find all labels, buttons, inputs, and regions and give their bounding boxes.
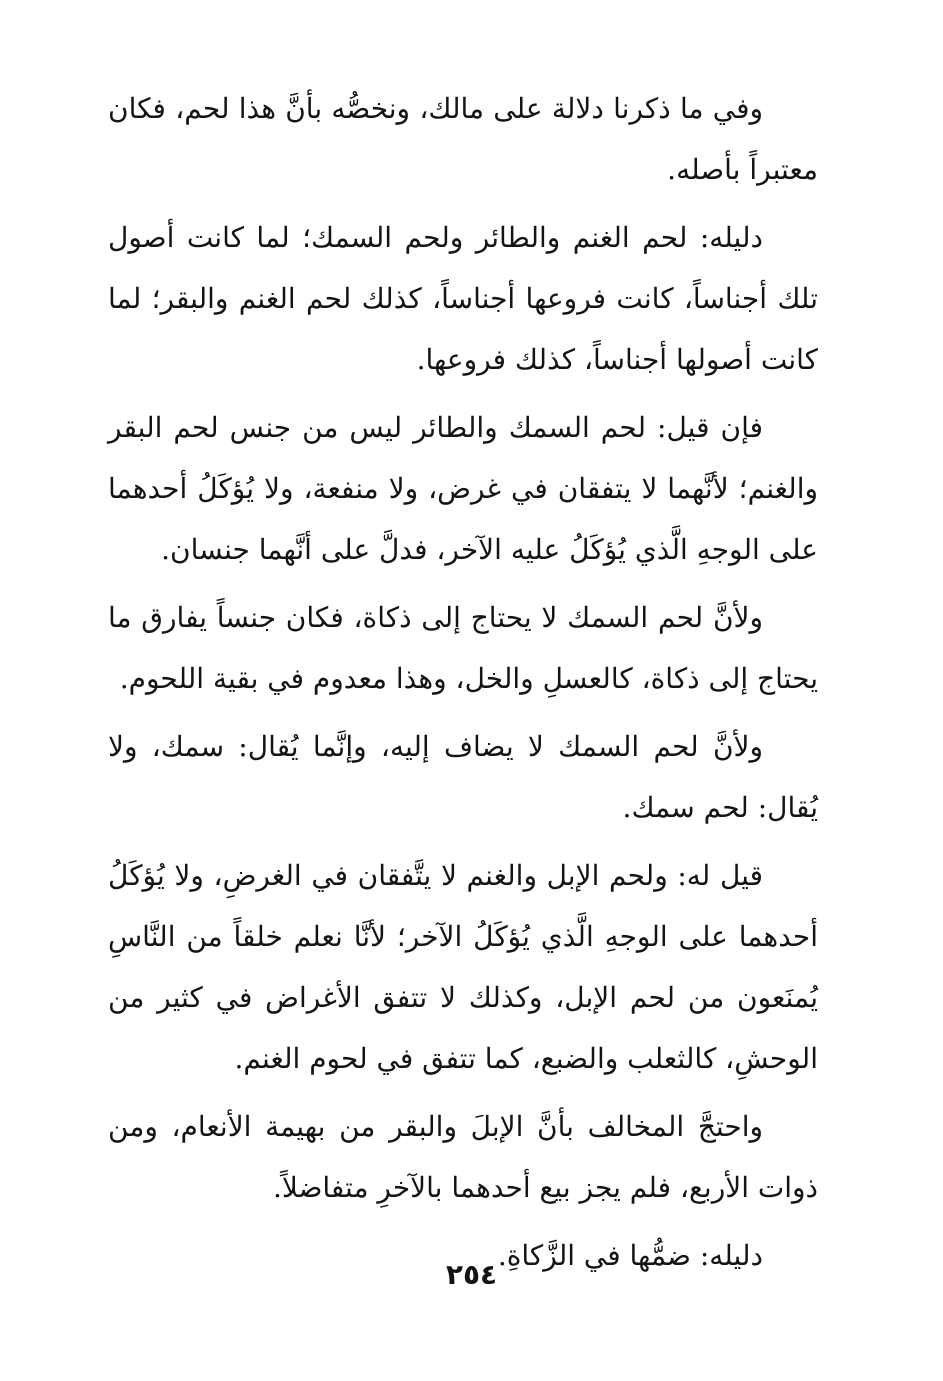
paragraph-2: دليله: لحم الغنم والطائر ولحم السمك؛ لما كانت أصول تلك أجناساً، كانت فروعها أجناساً، كذلك لحم الغنم والبقر؛ لما كانت أصولها أجناساً، كذلك فروعها. xyxy=(108,221,818,376)
paragraph-1: وفي ما ذكرنا دلالة على مالك، ونخصُّه بأنَّ هذا لحم، فكان معتبراً بأصله. xyxy=(108,92,818,186)
paragraph-3: فإن قيل: لحم السمك والطائر ليس من جنس لحم البقر والغنم؛ لأنَّهما لا يتفقان في غرض، ولا منفعة، ولا يُؤكَلُ أحدهما على الوجهِ الَّذي يُؤكَلُ عليه الآخر، فدلَّ على أنَّهما جنسان. xyxy=(108,411,818,566)
body-text xyxy=(108,78,818,1293)
paragraph-6: قيل له: ولحم الإبل والغنم لا يتَّفقان في الغرضِ، ولا يُؤكَلُ أحدهما على الوجهِ الَّذي يُؤكَلُ الآخر؛ لأنَّا نعلم خلقاً من النَّاسِ يُمنَعون من لحم الإبل، وكذلك لا تتفق الأغراض في كثير من الوحشِ، كالثعلب والضبع، كما تتفق في لحوم الغنم. xyxy=(108,859,818,1075)
paragraph-8: دليله: ضمُّها في الزَّكاةِ. xyxy=(497,1239,763,1272)
paragraph-5: ولأنَّ لحم السمك لا يضاف إليه، وإنَّما يُقال: سمك، ولا يُقال: لحم سمك. xyxy=(108,730,818,824)
paragraph-4: ولأنَّ لحم السمك لا يحتاج إلى ذكاة، فكان جنساً يفارق ما يحتاج إلى ذكاة، كالعسلِ والخل، وهذا معدوم في بقية اللحوم. xyxy=(108,601,818,695)
paragraph-7: واحتجَّ المخالف بأنَّ الإبلَ والبقر من بهيمة الأنعام، ومن ذوات الأربع، فلم يجز بيع أحدهما بالآخرِ متفاضلاً. xyxy=(108,1110,818,1204)
page-number: ٢٥٤ xyxy=(445,1258,498,1291)
